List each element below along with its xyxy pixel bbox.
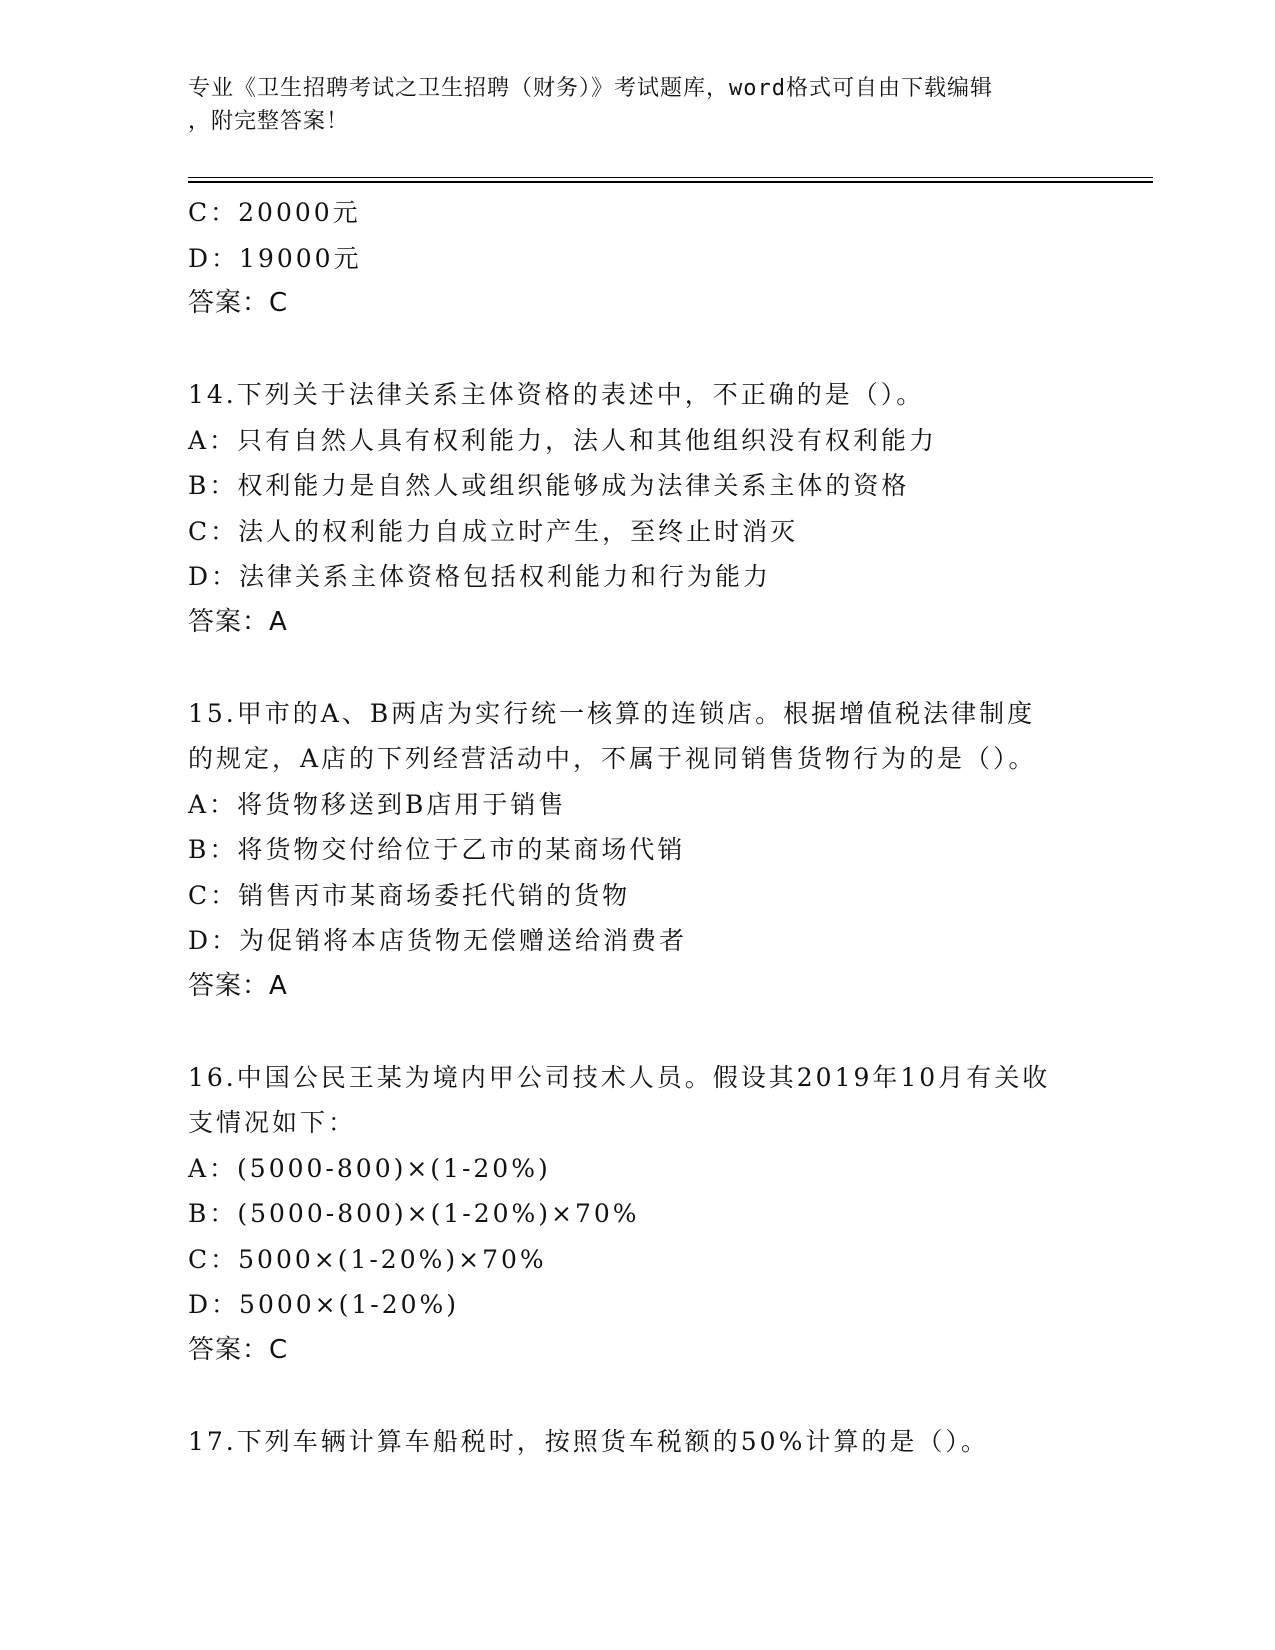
option-c: C：法人的权利能力自成立时产生，至终止时消灭 (188, 516, 799, 546)
header-line-1: 专业《卫生招聘考试之卫生招聘（财务）》考试题库，word格式可自由下载编辑 (188, 76, 993, 101)
option-b: B：(5000-800)×(1-20%)×70% (188, 1199, 640, 1228)
spacer (188, 645, 1088, 691)
question-stem: 14.下列关于法律关系主体资格的表述中，不正确的是（）。 (188, 380, 925, 409)
answer: 答案：C (188, 1334, 289, 1365)
option-b: B：权利能力是自然人或组织能够成为法律关系主体的资格 (188, 471, 910, 500)
question-stem-line-1: 15.甲市的A、B两店为实行统一核算的连锁店。根据增值税法律制度 (188, 698, 1036, 728)
option-b: B：将货物交付给位于乙市的某商场代销 (188, 835, 686, 864)
question-stem-line-2: 的规定，A店的下列经营活动中，不属于视同销售货物行为的是（）。 (188, 744, 1037, 773)
option-d: D：为促销将本店货物无偿赠送给消费者 (188, 926, 688, 955)
question-list (188, 190, 1088, 1464)
question-15 (188, 691, 1088, 1010)
answer: 答案：A (188, 606, 288, 637)
spacer (188, 1009, 1088, 1055)
header-divider-thin (188, 177, 1153, 178)
option-c: C：销售丙市某商场委托代销的货物 (188, 880, 631, 910)
question-14 (188, 372, 1088, 645)
option-d: D：法律关系主体资格包括权利能力和行为能力 (188, 562, 772, 591)
answer: 答案：A (188, 970, 288, 1001)
question-stem-line-1: 16.中国公民王某为境内甲公司技术人员。假设其2019年10月有关收 (188, 1062, 1051, 1092)
option-a: A：将货物移送到B店用于销售 (188, 789, 567, 819)
option-c: C：5000×(1-20%)×70% (188, 1244, 547, 1274)
spacer (188, 1373, 1088, 1419)
question-16 (188, 1055, 1088, 1374)
option-a: A：(5000-800)×(1-20%) (188, 1153, 551, 1183)
question-13-tail (188, 190, 1088, 327)
answer: 答案：C (188, 288, 289, 318)
question-17 (188, 1419, 1088, 1465)
question-stem-line-2: 支情况如下： (188, 1108, 357, 1137)
option-a: A：只有自然人具有权利能力，法人和其他组织没有权利能力 (188, 425, 938, 455)
header-line-2: ，附完整答案！ (188, 109, 350, 134)
option-d: D：19000元 (188, 243, 362, 273)
option-d: D：5000×(1-20%) (188, 1290, 460, 1319)
option-c: C：20000元 (188, 198, 361, 227)
header-divider-thick (188, 181, 1153, 183)
spacer (188, 327, 1088, 373)
document-header (188, 72, 1088, 138)
question-stem: 17.下列车辆计算车船税时，按照货车税额的50%计算的是（）。 (188, 1426, 989, 1456)
